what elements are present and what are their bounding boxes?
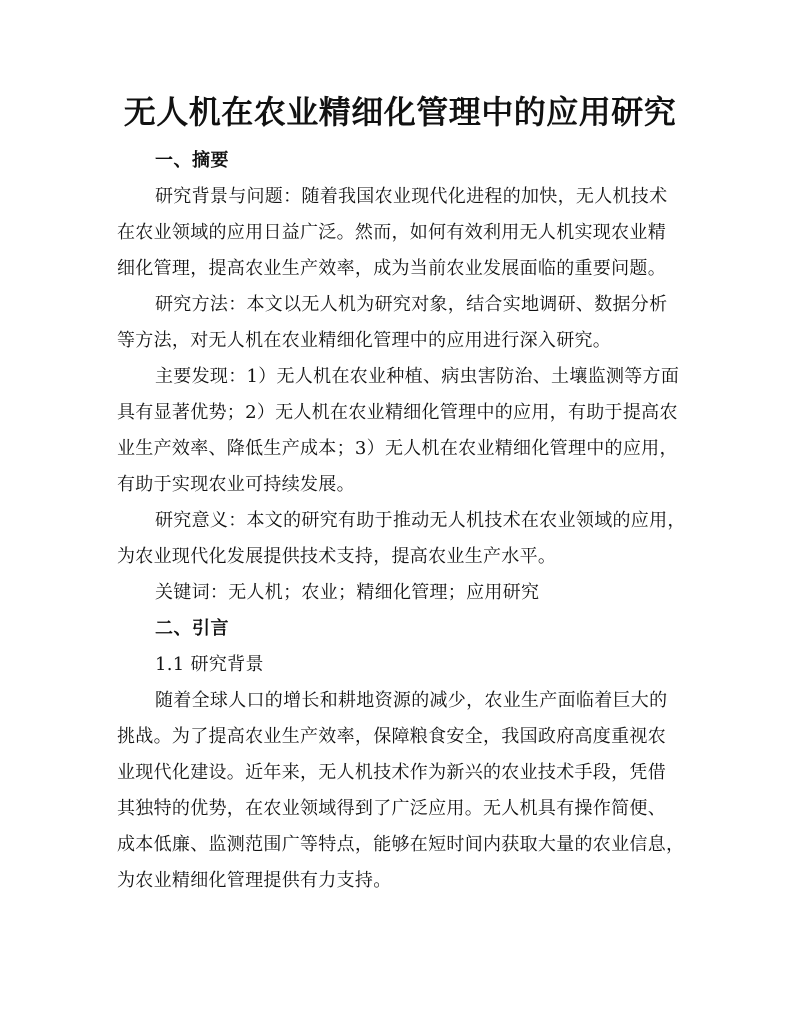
- section-heading-abstract: 一、摘要: [155, 150, 229, 171]
- text-line: 研究方法：本文以无人机为研究对象，结合实地调研、数据分析: [155, 294, 668, 315]
- text-line: 随着全球人口的增长和耕地资源的减少，农业生产面临着巨大的: [155, 690, 668, 711]
- text-line: 在农业领域的应用日益广泛。然而，如何有效利用无人机实现农业精: [117, 222, 666, 243]
- text-line: 挑战。为了提高农业生产效率，保障粮食安全，我国政府高度重视农: [117, 726, 666, 747]
- text-line: 其独特的优势，在农业领域得到了广泛应用。无人机具有操作简便、: [117, 798, 666, 819]
- text-line: 主要发现：1）无人机在农业种植、病虫害防治、土壤监测等方面: [155, 366, 680, 387]
- text-line: 为农业精细化管理提供有力支持。: [117, 870, 392, 891]
- paragraph-introduction: [117, 683, 685, 899]
- text-line: 有助于实现农业可持续发展。: [117, 474, 355, 495]
- text-line: 等方法，对无人机在农业精细化管理中的应用进行深入研究。: [117, 330, 612, 351]
- document-title: 无人机在农业精细化管理中的应用研究: [123, 93, 677, 131]
- text-line: 研究背景与问题：随着我国农业现代化进程的加快，无人机技术: [155, 186, 668, 207]
- section-heading-introduction: 二、引言: [155, 618, 229, 639]
- text-line: 细化管理，提高农业生产效率，成为当前农业发展面临的重要问题。: [117, 258, 666, 279]
- paragraph-findings: [117, 359, 685, 503]
- text-line: 具有显著优势；2）无人机在农业精细化管理中的应用，有助于提高农: [117, 402, 678, 423]
- paragraph-method: [117, 287, 685, 359]
- text-line: 研究意义：本文的研究有助于推动无人机技术在农业领域的应用，: [155, 510, 686, 531]
- keywords-line: 关键词：无人机；农业；精细化管理；应用研究: [155, 582, 540, 603]
- text-line: 业生产效率、降低生产成本；3）无人机在农业精细化管理中的应用，: [117, 438, 678, 459]
- text-line: 业现代化建设。近年来，无人机技术作为新兴的农业技术手段，凭借: [117, 762, 666, 783]
- text-line: 为农业现代化发展提供技术支持，提高农业生产水平。: [117, 546, 557, 567]
- paragraph-background: [117, 179, 685, 287]
- paragraph-significance: [117, 503, 685, 575]
- subsection-heading-background: 1.1 研究背景: [155, 654, 264, 675]
- text-line: 成本低廉、监测范围广等特点，能够在短时间内获取大量的农业信息，: [117, 834, 685, 855]
